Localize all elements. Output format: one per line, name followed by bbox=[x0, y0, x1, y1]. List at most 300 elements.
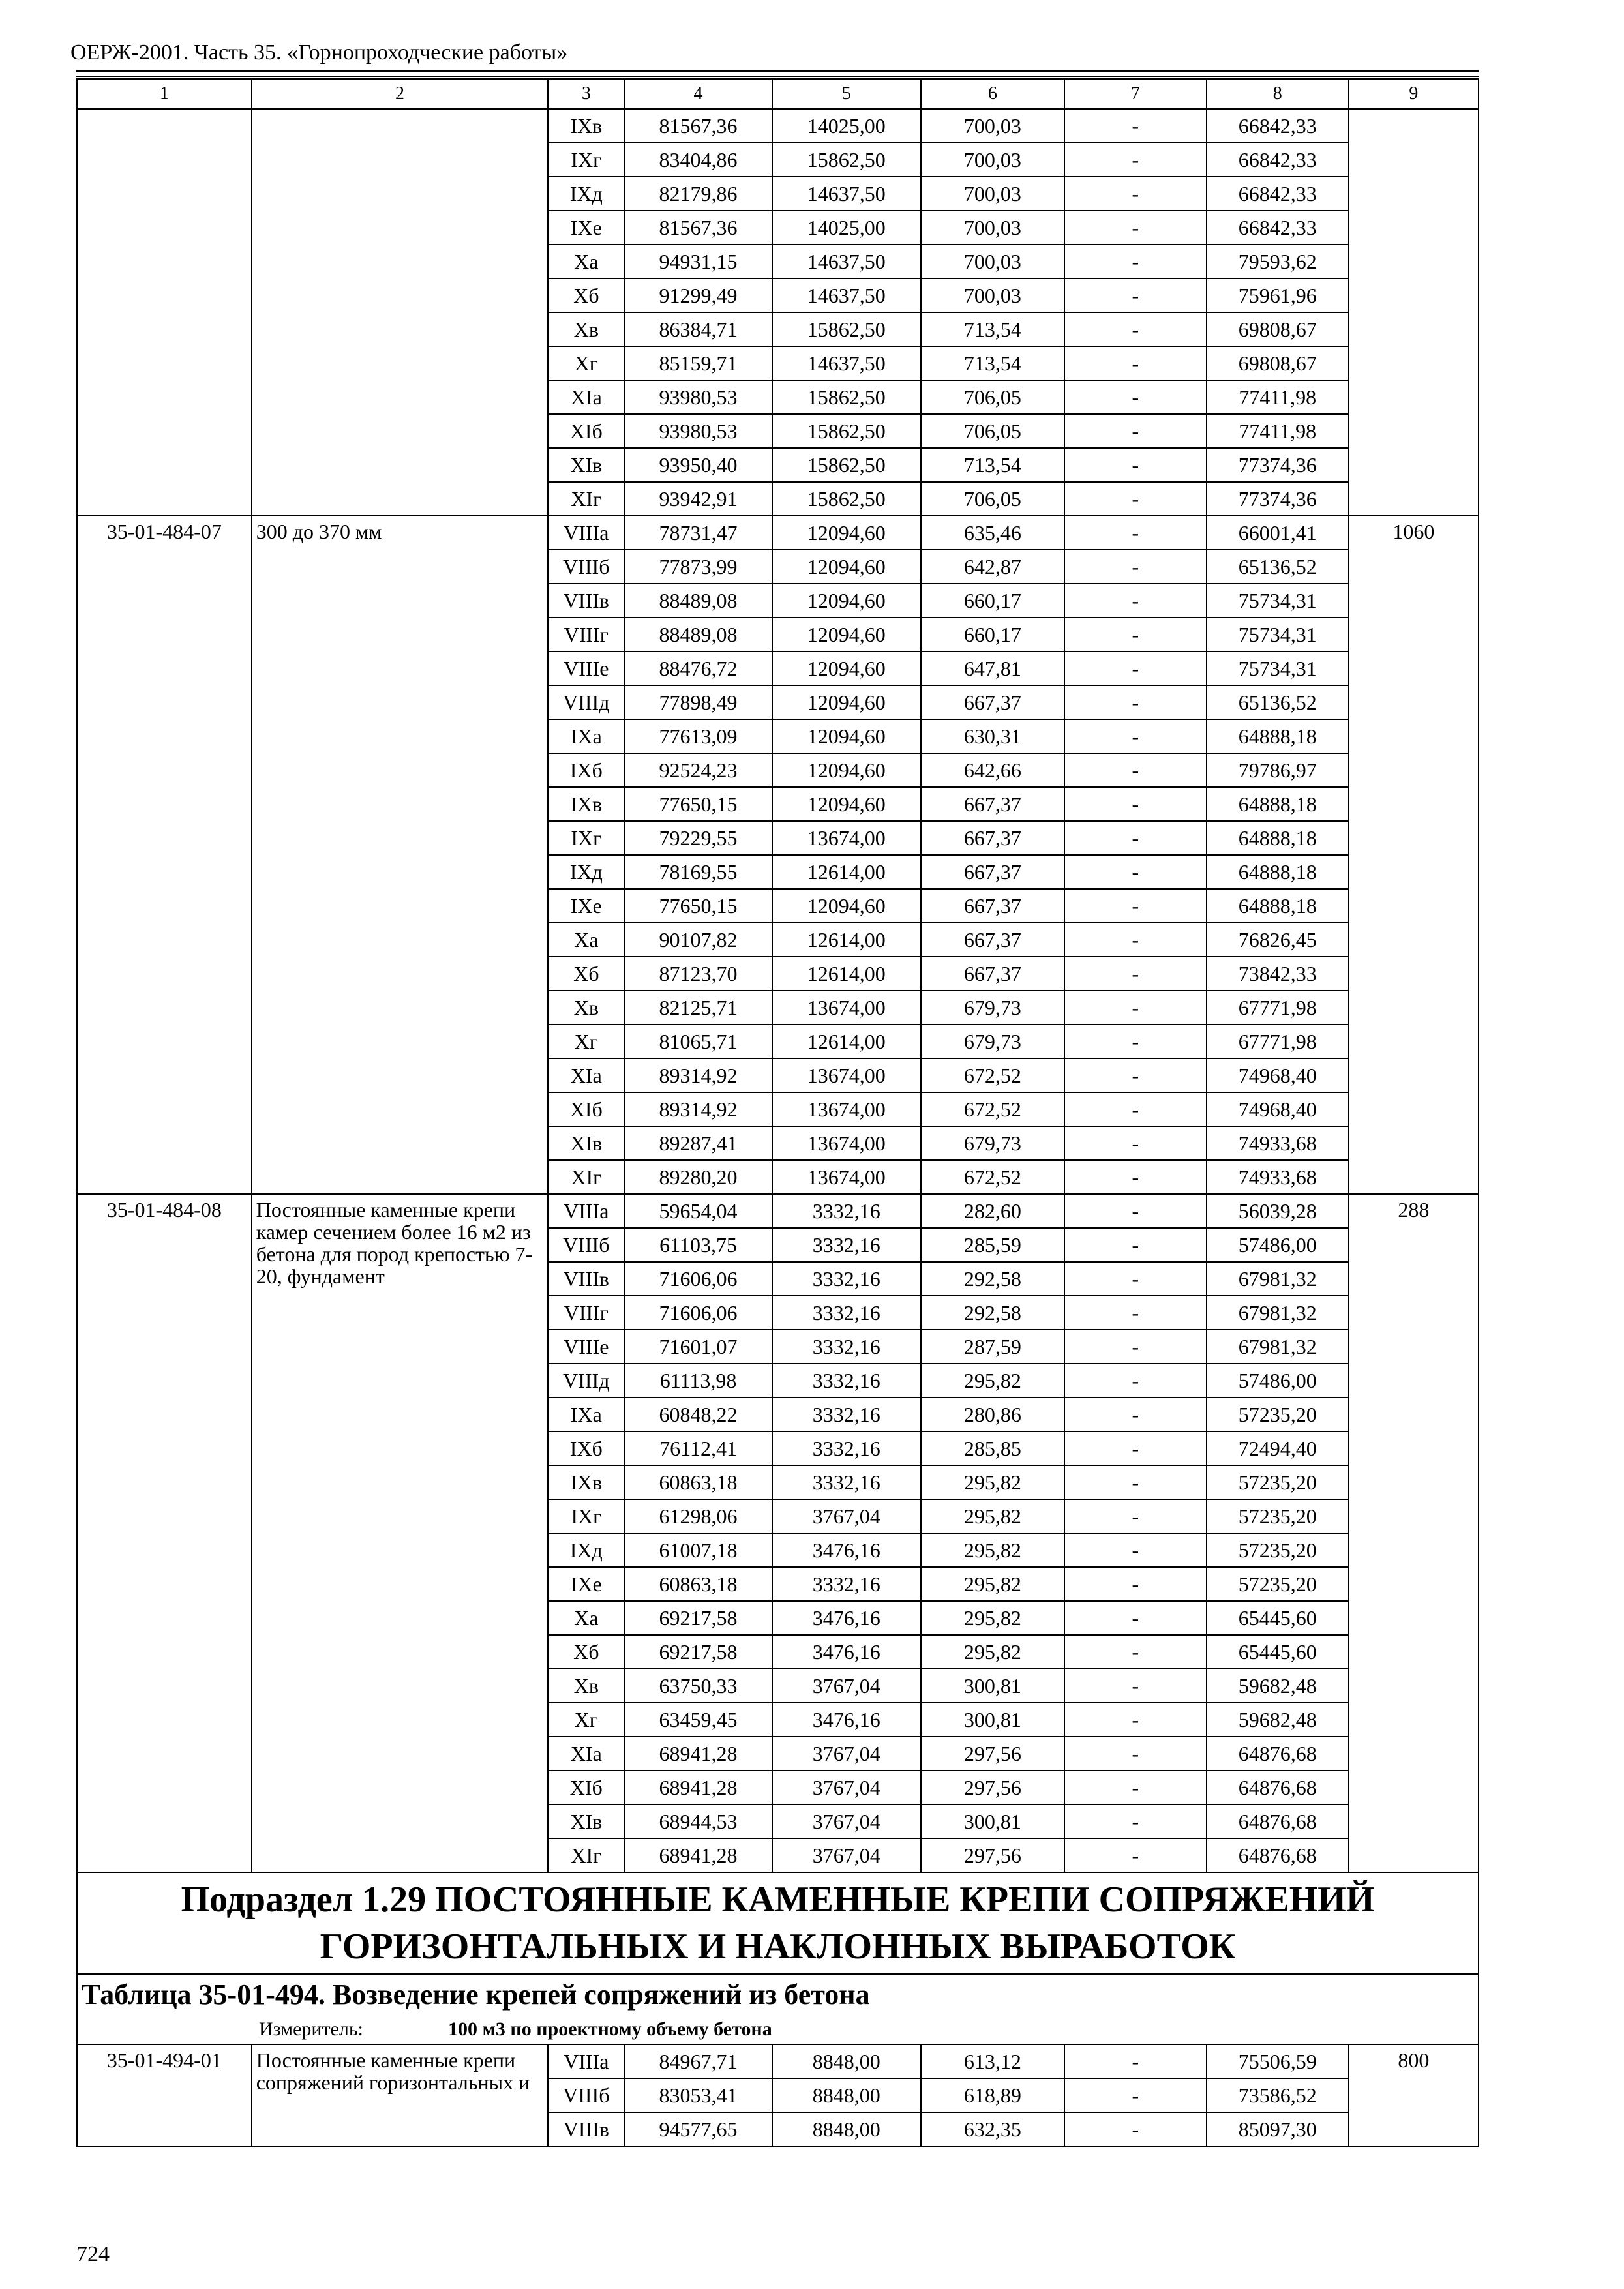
value-cell: - bbox=[1064, 584, 1207, 618]
value-cell: 667,37 bbox=[921, 957, 1064, 991]
value-cell: 93980,53 bbox=[624, 380, 772, 414]
value-cell: VIIIв bbox=[548, 584, 624, 618]
value-cell: - bbox=[1064, 143, 1207, 177]
value-cell: IXе bbox=[548, 889, 624, 923]
value-cell: 86384,71 bbox=[624, 312, 772, 346]
value-cell: 297,56 bbox=[921, 1737, 1064, 1771]
value-cell: XIв bbox=[548, 1126, 624, 1160]
value-cell: 69217,58 bbox=[624, 1635, 772, 1669]
value-cell: 700,03 bbox=[921, 143, 1064, 177]
value-cell: 64876,68 bbox=[1207, 1804, 1349, 1838]
value-cell: - bbox=[1064, 685, 1207, 719]
value-cell: XIб bbox=[548, 1771, 624, 1804]
value-cell: 3476,16 bbox=[772, 1533, 921, 1567]
value-cell: 3332,16 bbox=[772, 1330, 921, 1364]
value-cell: IXд bbox=[548, 177, 624, 211]
value-cell: 15862,50 bbox=[772, 448, 921, 482]
value-cell: 93950,40 bbox=[624, 448, 772, 482]
value-cell: 73842,33 bbox=[1207, 957, 1349, 991]
value-cell: 93942,91 bbox=[624, 482, 772, 516]
value-cell: 713,54 bbox=[921, 312, 1064, 346]
value-cell: 300,81 bbox=[921, 1804, 1064, 1838]
value-cell: 295,82 bbox=[921, 1465, 1064, 1499]
value-cell: 280,86 bbox=[921, 1398, 1064, 1431]
value-cell: VIIIб bbox=[548, 1228, 624, 1262]
table-title: Таблица 35-01-494. Возведение крепей сопряжений из бетона bbox=[77, 1974, 1479, 2015]
value-cell: 64888,18 bbox=[1207, 787, 1349, 821]
value-cell: 672,52 bbox=[921, 1092, 1064, 1126]
value-cell: 295,82 bbox=[921, 1364, 1064, 1398]
value-cell: VIIIг bbox=[548, 618, 624, 651]
value-cell: 667,37 bbox=[921, 821, 1064, 855]
value-cell: - bbox=[1064, 1635, 1207, 1669]
table-row bbox=[77, 109, 1479, 143]
col9-cell: 288 bbox=[1349, 1194, 1479, 1872]
value-cell: XIв bbox=[548, 1804, 624, 1838]
page-number: 724 bbox=[76, 2242, 110, 2266]
value-cell: VIIIа bbox=[548, 2044, 624, 2078]
value-cell: 13674,00 bbox=[772, 991, 921, 1025]
value-cell: 3332,16 bbox=[772, 1262, 921, 1296]
value-cell: 706,05 bbox=[921, 380, 1064, 414]
column-header: 2 bbox=[252, 79, 548, 109]
value-cell: - bbox=[1064, 855, 1207, 889]
value-cell: 14637,50 bbox=[772, 245, 921, 278]
column-header-row bbox=[77, 79, 1479, 109]
value-cell: 59654,04 bbox=[624, 1194, 772, 1228]
value-cell: - bbox=[1064, 2044, 1207, 2078]
value-cell: 87123,70 bbox=[624, 957, 772, 991]
value-cell: 713,54 bbox=[921, 346, 1064, 380]
code-cell: 35-01-484-08 bbox=[77, 1194, 252, 1872]
value-cell: 64876,68 bbox=[1207, 1771, 1349, 1804]
value-cell: 297,56 bbox=[921, 1838, 1064, 1872]
value-cell: XIа bbox=[548, 380, 624, 414]
code-cell: 35-01-494-01 bbox=[77, 2044, 252, 2146]
value-cell: 8848,00 bbox=[772, 2078, 921, 2112]
value-cell: IXг bbox=[548, 1499, 624, 1533]
value-cell: 8848,00 bbox=[772, 2112, 921, 2146]
value-cell: 66842,33 bbox=[1207, 177, 1349, 211]
value-cell: 76112,41 bbox=[624, 1431, 772, 1465]
value-cell: 73586,52 bbox=[1207, 2078, 1349, 2112]
value-cell: 67981,32 bbox=[1207, 1296, 1349, 1330]
value-cell: 618,89 bbox=[921, 2078, 1064, 2112]
value-cell: 14637,50 bbox=[772, 177, 921, 211]
value-cell: 92524,23 bbox=[624, 753, 772, 787]
value-cell: 13674,00 bbox=[772, 1092, 921, 1126]
value-cell: 297,56 bbox=[921, 1771, 1064, 1804]
value-cell: Xб bbox=[548, 1635, 624, 1669]
value-cell: 84967,71 bbox=[624, 2044, 772, 2078]
value-cell: 642,66 bbox=[921, 753, 1064, 787]
value-cell: 667,37 bbox=[921, 923, 1064, 957]
value-cell: 3476,16 bbox=[772, 1601, 921, 1635]
column-header: 9 bbox=[1349, 79, 1479, 109]
value-cell: 672,52 bbox=[921, 1160, 1064, 1194]
value-cell: VIIIб bbox=[548, 2078, 624, 2112]
value-cell: - bbox=[1064, 448, 1207, 482]
name-cell bbox=[252, 109, 548, 516]
value-cell: IXа bbox=[548, 719, 624, 753]
value-cell: 3476,16 bbox=[772, 1635, 921, 1669]
value-cell: 67771,98 bbox=[1207, 1025, 1349, 1058]
value-cell: 3767,04 bbox=[772, 1838, 921, 1872]
measure-cell bbox=[77, 2015, 1479, 2044]
table-row bbox=[77, 2044, 1479, 2078]
value-cell: 632,35 bbox=[921, 2112, 1064, 2146]
value-cell: - bbox=[1064, 1228, 1207, 1262]
value-cell: 300,81 bbox=[921, 1703, 1064, 1737]
value-cell: 66842,33 bbox=[1207, 143, 1349, 177]
value-cell: 89314,92 bbox=[624, 1058, 772, 1092]
value-cell: 94577,65 bbox=[624, 2112, 772, 2146]
value-cell: 59682,48 bbox=[1207, 1703, 1349, 1737]
column-header: 8 bbox=[1207, 79, 1349, 109]
value-cell: IXв bbox=[548, 1465, 624, 1499]
value-cell: 74968,40 bbox=[1207, 1058, 1349, 1092]
value-cell: 292,58 bbox=[921, 1296, 1064, 1330]
value-cell: 72494,40 bbox=[1207, 1431, 1349, 1465]
value-cell: 12094,60 bbox=[772, 651, 921, 685]
value-cell: 75961,96 bbox=[1207, 278, 1349, 312]
value-cell: Xв bbox=[548, 312, 624, 346]
value-cell: 12094,60 bbox=[772, 584, 921, 618]
value-cell: 78169,55 bbox=[624, 855, 772, 889]
value-cell: 295,82 bbox=[921, 1567, 1064, 1601]
value-cell: 12614,00 bbox=[772, 957, 921, 991]
value-cell: IXа bbox=[548, 1398, 624, 1431]
value-cell: 679,73 bbox=[921, 1025, 1064, 1058]
value-cell: - bbox=[1064, 1262, 1207, 1296]
value-cell: 64876,68 bbox=[1207, 1838, 1349, 1872]
value-cell: 57235,20 bbox=[1207, 1465, 1349, 1499]
value-cell: 295,82 bbox=[921, 1635, 1064, 1669]
value-cell: XIв bbox=[548, 448, 624, 482]
value-cell: XIб bbox=[548, 1092, 624, 1126]
value-cell: XIа bbox=[548, 1737, 624, 1771]
value-cell: 61007,18 bbox=[624, 1533, 772, 1567]
value-cell: - bbox=[1064, 177, 1207, 211]
value-cell: 282,60 bbox=[921, 1194, 1064, 1228]
value-cell: 15862,50 bbox=[772, 312, 921, 346]
section-row bbox=[77, 1872, 1479, 1974]
value-cell: 71606,06 bbox=[624, 1262, 772, 1296]
value-cell: Xг bbox=[548, 346, 624, 380]
value-cell: - bbox=[1064, 2112, 1207, 2146]
value-cell: 77411,98 bbox=[1207, 380, 1349, 414]
value-cell: VIIIд bbox=[548, 685, 624, 719]
value-cell: 3332,16 bbox=[772, 1296, 921, 1330]
value-cell: 89287,41 bbox=[624, 1126, 772, 1160]
value-cell: VIIIд bbox=[548, 1364, 624, 1398]
value-cell: VIIIа bbox=[548, 516, 624, 550]
value-cell: 287,59 bbox=[921, 1330, 1064, 1364]
value-cell: 75734,31 bbox=[1207, 651, 1349, 685]
value-cell: 79229,55 bbox=[624, 821, 772, 855]
value-cell: 82125,71 bbox=[624, 991, 772, 1025]
value-cell: IXб bbox=[548, 1431, 624, 1465]
column-header: 5 bbox=[772, 79, 921, 109]
value-cell: 3332,16 bbox=[772, 1364, 921, 1398]
value-cell: IXг bbox=[548, 821, 624, 855]
value-cell: 67981,32 bbox=[1207, 1330, 1349, 1364]
section-title: Подраздел 1.29 ПОСТОЯННЫЕ КАМЕННЫЕ КРЕПИ СОПРЯЖЕНИЙ ГОРИЗОНТАЛЬНЫХ И НАКЛОННЫХ ВЫРАБОТОК bbox=[77, 1872, 1479, 1974]
value-cell: 75506,59 bbox=[1207, 2044, 1349, 2078]
value-cell: 15862,50 bbox=[772, 380, 921, 414]
value-cell: 3767,04 bbox=[772, 1804, 921, 1838]
value-cell: - bbox=[1064, 1499, 1207, 1533]
value-cell: - bbox=[1064, 1804, 1207, 1838]
value-cell: IXг bbox=[548, 143, 624, 177]
code-cell bbox=[77, 109, 252, 516]
value-cell: 285,59 bbox=[921, 1228, 1064, 1262]
value-cell: - bbox=[1064, 1771, 1207, 1804]
measure-value: 100 м3 по проектному объему бетона bbox=[448, 2018, 772, 2040]
value-cell: 68941,28 bbox=[624, 1838, 772, 1872]
value-cell: 60848,22 bbox=[624, 1398, 772, 1431]
value-cell: 13674,00 bbox=[772, 821, 921, 855]
value-cell: 69217,58 bbox=[624, 1601, 772, 1635]
value-cell: 667,37 bbox=[921, 787, 1064, 821]
value-cell: 679,73 bbox=[921, 1126, 1064, 1160]
value-cell: 75734,31 bbox=[1207, 584, 1349, 618]
value-cell: - bbox=[1064, 109, 1207, 143]
value-cell: 12094,60 bbox=[772, 550, 921, 584]
value-cell: XIг bbox=[548, 1838, 624, 1872]
value-cell: 295,82 bbox=[921, 1499, 1064, 1533]
value-cell: 613,12 bbox=[921, 2044, 1064, 2078]
value-cell: 71601,07 bbox=[624, 1330, 772, 1364]
value-cell: - bbox=[1064, 1533, 1207, 1567]
value-cell: 3767,04 bbox=[772, 1737, 921, 1771]
value-cell: 647,81 bbox=[921, 651, 1064, 685]
value-cell: 59682,48 bbox=[1207, 1669, 1349, 1703]
value-cell: VIIIг bbox=[548, 1296, 624, 1330]
value-cell: - bbox=[1064, 1058, 1207, 1092]
name-cell: Постоянные каменные крепи камер сечением более 16 м2 из бетона для пород крепостью 7-20, фундамент bbox=[252, 1194, 548, 1872]
value-cell: 65136,52 bbox=[1207, 550, 1349, 584]
column-header: 4 bbox=[624, 79, 772, 109]
value-cell: 3476,16 bbox=[772, 1703, 921, 1737]
table-row bbox=[77, 516, 1479, 550]
value-cell: 61103,75 bbox=[624, 1228, 772, 1262]
value-cell: - bbox=[1064, 753, 1207, 787]
value-cell: - bbox=[1064, 482, 1207, 516]
value-cell: 94931,15 bbox=[624, 245, 772, 278]
value-cell: - bbox=[1064, 618, 1207, 651]
value-cell: Xа bbox=[548, 923, 624, 957]
page-header: ОЕРЖ-2001. Часть 35. «Горнопроходческие работы» bbox=[70, 40, 568, 65]
value-cell: - bbox=[1064, 1398, 1207, 1431]
value-cell: 15862,50 bbox=[772, 414, 921, 448]
value-cell: 672,52 bbox=[921, 1058, 1064, 1092]
value-cell: 3332,16 bbox=[772, 1465, 921, 1499]
value-cell: 63459,45 bbox=[624, 1703, 772, 1737]
value-cell: 12614,00 bbox=[772, 923, 921, 957]
value-cell: 60863,18 bbox=[624, 1465, 772, 1499]
value-cell: 3332,16 bbox=[772, 1567, 921, 1601]
value-cell: 66001,41 bbox=[1207, 516, 1349, 550]
value-cell: 295,82 bbox=[921, 1533, 1064, 1567]
value-cell: 642,87 bbox=[921, 550, 1064, 584]
value-cell: 90107,82 bbox=[624, 923, 772, 957]
value-cell: - bbox=[1064, 1364, 1207, 1398]
value-cell: 64888,18 bbox=[1207, 719, 1349, 753]
value-cell: IXв bbox=[548, 787, 624, 821]
value-cell: 12094,60 bbox=[772, 516, 921, 550]
value-cell: Xв bbox=[548, 991, 624, 1025]
col9-cell bbox=[1349, 109, 1479, 516]
column-header: 3 bbox=[548, 79, 624, 109]
value-cell: 13674,00 bbox=[772, 1058, 921, 1092]
value-cell: 295,82 bbox=[921, 1601, 1064, 1635]
value-cell: 79786,97 bbox=[1207, 753, 1349, 787]
value-cell: 64888,18 bbox=[1207, 889, 1349, 923]
value-cell: 635,46 bbox=[921, 516, 1064, 550]
code-cell: 35-01-484-07 bbox=[77, 516, 252, 1194]
header-rule-thick bbox=[76, 70, 1479, 72]
value-cell: Xг bbox=[548, 1025, 624, 1058]
value-cell: - bbox=[1064, 1669, 1207, 1703]
value-cell: 292,58 bbox=[921, 1262, 1064, 1296]
value-cell: - bbox=[1064, 245, 1207, 278]
value-cell: 8848,00 bbox=[772, 2044, 921, 2078]
value-cell: VIIIб bbox=[548, 550, 624, 584]
value-cell: XIб bbox=[548, 414, 624, 448]
value-cell: - bbox=[1064, 1431, 1207, 1465]
value-cell: 77650,15 bbox=[624, 787, 772, 821]
value-cell: 660,17 bbox=[921, 618, 1064, 651]
value-cell: 79593,62 bbox=[1207, 245, 1349, 278]
value-cell: 57235,20 bbox=[1207, 1499, 1349, 1533]
value-cell: - bbox=[1064, 889, 1207, 923]
value-cell: 61298,06 bbox=[624, 1499, 772, 1533]
value-cell: - bbox=[1064, 278, 1207, 312]
value-cell: 630,31 bbox=[921, 719, 1064, 753]
value-cell: 13674,00 bbox=[772, 1126, 921, 1160]
value-cell: 14637,50 bbox=[772, 278, 921, 312]
value-cell: - bbox=[1064, 550, 1207, 584]
value-cell: 83053,41 bbox=[624, 2078, 772, 2112]
value-cell: 57486,00 bbox=[1207, 1364, 1349, 1398]
name-cell: 300 до 370 мм bbox=[252, 516, 548, 1194]
value-cell: 57235,20 bbox=[1207, 1533, 1349, 1567]
value-cell: - bbox=[1064, 414, 1207, 448]
value-cell: 81567,36 bbox=[624, 109, 772, 143]
value-cell: 300,81 bbox=[921, 1669, 1064, 1703]
value-cell: IXе bbox=[548, 211, 624, 245]
value-cell: Xа bbox=[548, 245, 624, 278]
value-cell: 74968,40 bbox=[1207, 1092, 1349, 1126]
value-cell: - bbox=[1064, 1330, 1207, 1364]
value-cell: - bbox=[1064, 1025, 1207, 1058]
value-cell: 3332,16 bbox=[772, 1194, 921, 1228]
value-cell: - bbox=[1064, 1601, 1207, 1635]
value-cell: Xа bbox=[548, 1601, 624, 1635]
measure-label: Измеритель: bbox=[259, 2018, 363, 2040]
value-cell: 81065,71 bbox=[624, 1025, 772, 1058]
value-cell: - bbox=[1064, 516, 1207, 550]
value-cell: - bbox=[1064, 1737, 1207, 1771]
col9-cell: 1060 bbox=[1349, 516, 1479, 1194]
value-cell: 64888,18 bbox=[1207, 855, 1349, 889]
value-cell: 65445,60 bbox=[1207, 1635, 1349, 1669]
value-cell: 12094,60 bbox=[772, 685, 921, 719]
value-cell: 61113,98 bbox=[624, 1364, 772, 1398]
value-cell: 78731,47 bbox=[624, 516, 772, 550]
header-rule-thin bbox=[76, 76, 1479, 77]
value-cell: VIIIе bbox=[548, 651, 624, 685]
value-cell: - bbox=[1064, 1126, 1207, 1160]
value-cell: 57235,20 bbox=[1207, 1567, 1349, 1601]
value-cell: 667,37 bbox=[921, 855, 1064, 889]
value-cell: 667,37 bbox=[921, 685, 1064, 719]
value-cell: XIг bbox=[548, 482, 624, 516]
value-cell: 700,03 bbox=[921, 177, 1064, 211]
value-cell: 67981,32 bbox=[1207, 1262, 1349, 1296]
value-cell: 660,17 bbox=[921, 584, 1064, 618]
value-cell: 667,37 bbox=[921, 889, 1064, 923]
name-cell: Постоянные каменные крепи сопряжений горизонтальных и bbox=[252, 2044, 548, 2146]
value-cell: 65136,52 bbox=[1207, 685, 1349, 719]
value-cell: - bbox=[1064, 1703, 1207, 1737]
value-cell: Xб bbox=[548, 957, 624, 991]
rates-table bbox=[76, 78, 1479, 2147]
value-cell: 77411,98 bbox=[1207, 414, 1349, 448]
value-cell: 679,73 bbox=[921, 991, 1064, 1025]
value-cell: 14637,50 bbox=[772, 346, 921, 380]
value-cell: - bbox=[1064, 346, 1207, 380]
value-cell: 77374,36 bbox=[1207, 482, 1349, 516]
value-cell: 88489,08 bbox=[624, 584, 772, 618]
value-cell: XIа bbox=[548, 1058, 624, 1092]
value-cell: 3767,04 bbox=[772, 1771, 921, 1804]
value-cell: - bbox=[1064, 2078, 1207, 2112]
value-cell: 93980,53 bbox=[624, 414, 772, 448]
value-cell: 60863,18 bbox=[624, 1567, 772, 1601]
value-cell: 89280,20 bbox=[624, 1160, 772, 1194]
value-cell: 68941,28 bbox=[624, 1771, 772, 1804]
value-cell: IXд bbox=[548, 855, 624, 889]
value-cell: 81567,36 bbox=[624, 211, 772, 245]
value-cell: 82179,86 bbox=[624, 177, 772, 211]
measure-row bbox=[77, 2015, 1479, 2044]
value-cell: 3767,04 bbox=[772, 1499, 921, 1533]
value-cell: 69808,67 bbox=[1207, 346, 1349, 380]
value-cell: 713,54 bbox=[921, 448, 1064, 482]
value-cell: 85159,71 bbox=[624, 346, 772, 380]
value-cell: 15862,50 bbox=[772, 482, 921, 516]
value-cell: 12614,00 bbox=[772, 855, 921, 889]
value-cell: 285,85 bbox=[921, 1431, 1064, 1465]
value-cell: IXб bbox=[548, 753, 624, 787]
value-cell: - bbox=[1064, 211, 1207, 245]
value-cell: Xг bbox=[548, 1703, 624, 1737]
value-cell: 12094,60 bbox=[772, 889, 921, 923]
value-cell: - bbox=[1064, 651, 1207, 685]
value-cell: - bbox=[1064, 1465, 1207, 1499]
value-cell: 64888,18 bbox=[1207, 821, 1349, 855]
value-cell: Xб bbox=[548, 278, 624, 312]
value-cell: 66842,33 bbox=[1207, 211, 1349, 245]
value-cell: VIIIе bbox=[548, 1330, 624, 1364]
value-cell: VIIIа bbox=[548, 1194, 624, 1228]
value-cell: 89314,92 bbox=[624, 1092, 772, 1126]
value-cell: 77873,99 bbox=[624, 550, 772, 584]
value-cell: 700,03 bbox=[921, 245, 1064, 278]
value-cell: 69808,67 bbox=[1207, 312, 1349, 346]
